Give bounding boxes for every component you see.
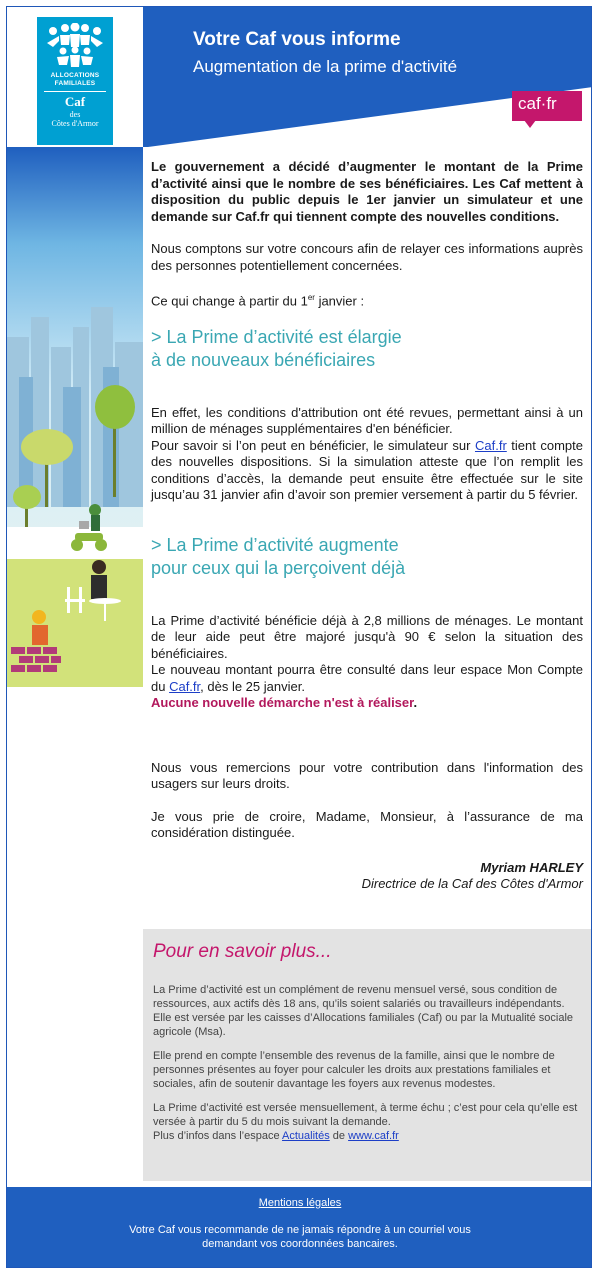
section1-text1: En effet, les conditions d'attribution ont été revues, permettant ainsi à un million de ménages supplémentaires d'en bénéficier.	[151, 404, 583, 437]
phishing-warning	[7, 1223, 592, 1251]
family-icon	[43, 23, 107, 69]
change-sup: er	[307, 293, 315, 302]
info-title: Pour en savoir plus...	[153, 941, 332, 962]
signer-name: Myriam HARLEY	[480, 859, 583, 875]
no-action-notice-end: .	[413, 695, 418, 711]
logo-text	[51, 72, 100, 88]
main-content	[151, 159, 583, 909]
section-title-elargie	[151, 326, 583, 372]
caf-fr-badge-tail	[524, 120, 536, 128]
logo-line1: ALLOCATIONS	[50, 72, 100, 79]
footer	[7, 1187, 592, 1268]
logo-panel	[7, 7, 143, 147]
signer-role: Directrice de la Caf des Côtes d'Armor	[361, 876, 583, 892]
section2-text1: La Prime d’activité bénéficie déjà à 2,8 millions de ménages. Le montant de leur aide peut être majoré jusqu'à 90 € selon la situation des bénéficiaires.	[151, 612, 583, 661]
info-paragraph-1: La Prime d’activité est un complément de revenu mensuel versé, sous condition de ressources, aux actifs dès 18 ans, qu’ils soient salariés ou travailleurs indépendants. Elle est versée par les caisses d’Allocations familiales (Caf) ou par la Mutualité sociale agricole (Msa).	[153, 984, 574, 1038]
header-subtitle: Augmentation de la prime d'activité	[193, 57, 458, 76]
caf-fr-link[interactable]: Caf.fr	[474, 437, 507, 453]
caf-fr-badge[interactable]: caf·fr	[512, 91, 582, 121]
section-title-augmente	[151, 534, 583, 580]
change-prefix: Ce qui change à partir du 1	[151, 293, 308, 309]
closing-paragraph: Je vous prie de croire, Madame, Monsieur, à l’assurance de ma considération distinguée.	[151, 808, 583, 841]
legal-mentions-link[interactable]: Mentions légales	[258, 1197, 342, 1209]
thanks-paragraph: Nous vous remercions pour votre contribution dans l'information des usagers sur leurs droits.	[151, 759, 583, 792]
section2-text2a: Le nouveau montant pourra être consulté dans leur espace Mon Compte du	[151, 662, 583, 694]
info-box	[143, 929, 591, 1181]
section1-text2b: tient compte des nouvelles dispositions. Si la simulation atteste que l’on remplit les conditions d’accès, la demande peut ensuite être effectuée sur le site jusqu’au 31 janvier afin d’avoir son premier versement à partir du 5 février.	[151, 437, 583, 503]
logo-line2: FAMILIALES	[54, 80, 96, 87]
header	[7, 7, 592, 147]
logo-name: Caf	[64, 94, 86, 109]
logo-department: Côtes d'Armor	[51, 119, 99, 128]
change-suffix: janvier :	[314, 293, 365, 309]
warning-line1: Votre Caf vous recommande de ne jamais répondre à un courriel vous	[129, 1224, 471, 1236]
caf-website-link[interactable]: www.caf.fr	[348, 1130, 399, 1142]
section1-text2a: Pour savoir si l’on peut en bénéficier, le simulateur sur	[151, 437, 475, 453]
section2-text2b: , dès le 25 janvier.	[200, 678, 305, 694]
no-action-notice: Aucune nouvelle démarche n'est à réaliser	[151, 695, 414, 711]
section2-line1: > La Prime d’activité augmente	[151, 534, 399, 555]
warning-line2: demandant vos coordonnées bancaires.	[202, 1238, 398, 1250]
logo-des: des	[69, 110, 81, 119]
caf-logo	[37, 17, 113, 145]
actualites-link[interactable]: Actualités	[282, 1130, 330, 1142]
section1-line2: à de nouveaux bénéficiaires	[151, 349, 376, 370]
section1-paragraph	[151, 405, 583, 504]
section2-paragraph	[151, 613, 583, 712]
section1-line1: > La Prime d’activité est élargie	[151, 326, 402, 347]
email-frame	[6, 6, 592, 1268]
info-text-4a: Plus d’infos dans l’espace	[153, 1130, 283, 1142]
city-illustration	[7, 147, 143, 687]
header-title: Votre Caf vous informe	[193, 29, 401, 50]
section2-line2: pour ceux qui la perçoivent déjà	[151, 557, 406, 578]
info-paragraph-3	[153, 1101, 581, 1143]
info-text-3: La Prime d’activité est versée mensuellement, à terme échu ; c’est pour cela qu’elle est versée à partir du 5 du mois suivant la demande.	[153, 1102, 578, 1128]
logo-divider	[44, 91, 106, 92]
intro-paragraph: Le gouvernement a décidé d’augmenter le montant de la Prime d’activité ainsi que le nombre de ses bénéficiaires. Les Caf mettent à disposition du public depuis le 1er janvier un simulateur et une demande sur Caf.fr qui tiennent compte des nouvelles conditions.	[151, 159, 583, 224]
change-paragraph	[151, 290, 583, 310]
concours-paragraph: Nous comptons sur votre concours afin de relayer ces informations auprès des personnes potentiellement concernées.	[151, 241, 583, 273]
caf-fr-compte-link[interactable]: Caf.fr	[169, 678, 201, 694]
info-text-4mid: de	[329, 1130, 349, 1142]
info-paragraph-2: Elle prend en compte l’ensemble des revenus de la famille, ainsi que le nombre de personnes présentes au foyer pour calculer les droits aux prestations familiales et sociales, afin de soutenir davantage les foyers aux revenus modestes.	[153, 1050, 555, 1090]
